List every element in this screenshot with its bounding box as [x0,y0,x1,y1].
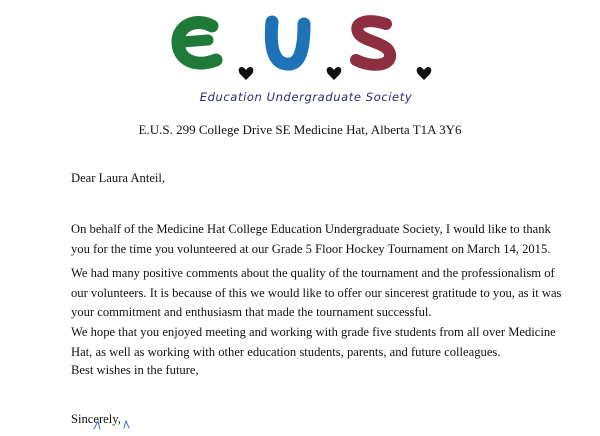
organization-name: Education Undergraduate Society [199,90,413,104]
logo-letter-s [356,21,390,65]
eus-logo [168,10,448,82]
logo-dots [239,67,432,80]
body-paragraph-1: On behalf of the Medicine Hat College Education Undergraduate Society, I would like to thank you for the time you volunteered at our Grade 5 Floor Hockey Tournament on March 14, 2015. [71,222,551,256]
closing-wishes: Best wishes in the future, [71,363,199,377]
salutation: Dear Laura Anteil, [71,171,166,185]
closing-sincerely: Sincerely, [71,412,121,426]
body-paragraph-2: We had many positive comments about the quality of the tournament and the professionalism of our volunteers. It is because of this we would like to offer our sincerest gratitude to you, as it was your commitment and enthusiasm that made the tournament successful. [71,266,562,319]
logo-letter-u [271,22,304,64]
body-paragraph-3: We hope that you enjoyed meeting and working with grade five students from all over Medicine Hat, as well as working with other education students, parents, and future colleagues. [71,325,556,359]
letterhead-address: E.U.S. 299 College Drive SE Medicine Hat, Alberta T1A 3Y6 [138,122,462,137]
logo-letter-e [178,23,216,64]
signature-mark [92,418,162,430]
